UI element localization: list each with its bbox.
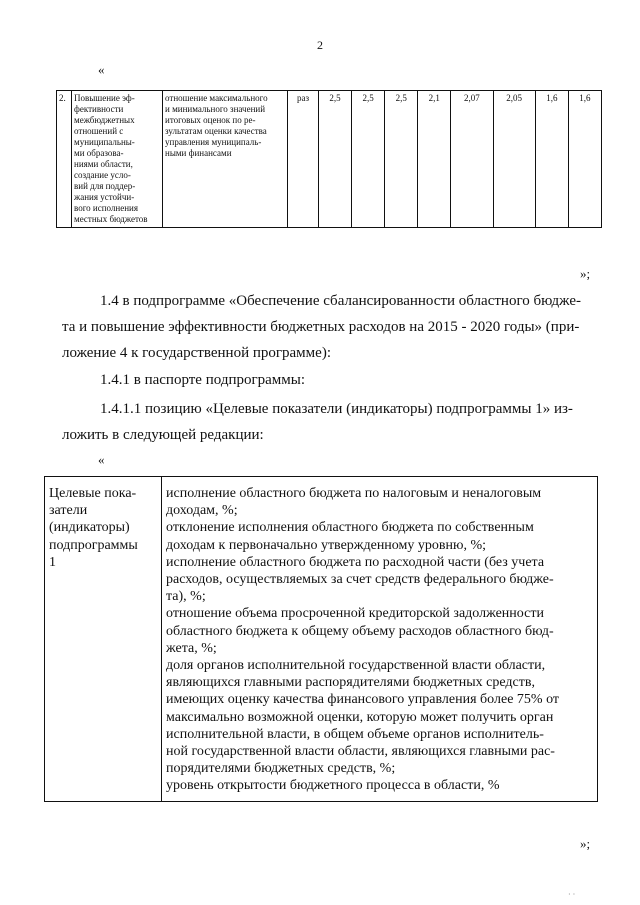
name-line: жания устойчи- xyxy=(74,192,135,202)
indicator-description-cell xyxy=(163,91,288,228)
table-row xyxy=(57,91,602,228)
description-line: и минимального значений xyxy=(165,104,266,114)
value-cell: 2,05 xyxy=(493,91,535,228)
content-line: уровень открытости бюджетного процесса в области, % xyxy=(166,778,500,794)
name-line: создание усло- xyxy=(74,170,131,180)
table-row xyxy=(45,477,598,802)
content-line: та), %; xyxy=(166,589,206,605)
content-line: исполнение областного бюджета по расходной части (без учета xyxy=(166,554,545,570)
description-line: отношение максимального xyxy=(165,93,268,103)
name-line: вий для поддер- xyxy=(74,181,136,191)
indicator-name-cell xyxy=(72,91,163,228)
paragraph-1-4-1-1 xyxy=(62,396,598,448)
content-line: имеющих оценку качества финансового управления более 75% от xyxy=(166,692,560,708)
description-line: управления муниципаль- xyxy=(165,137,262,147)
label-line: подпрограммы xyxy=(49,537,138,553)
indicator-table xyxy=(56,90,602,228)
content-line: ной государственной власти области, являющихся главными рас- xyxy=(166,744,555,760)
target-indicators-table xyxy=(44,476,598,802)
name-line: Повышение эф- xyxy=(74,93,135,103)
label-line: (индикаторы) xyxy=(49,520,130,536)
content-line: доходам к первоначально утвержденному уровню, %; xyxy=(166,537,487,553)
value-cell: 1,6 xyxy=(535,91,568,228)
content-line: порядителями бюджетных средств, %; xyxy=(166,761,396,777)
content-line: отклонение исполнения областного бюджета по собственным xyxy=(166,520,534,536)
label-line: 1 xyxy=(49,554,56,570)
value-cell: 2,07 xyxy=(451,91,493,228)
name-line: межбюджетных xyxy=(74,115,135,125)
name-line: ниями области, xyxy=(74,159,133,169)
content-line: исполнение областного бюджета по налоговым и неналоговым xyxy=(166,486,542,501)
paragraph-line: ложить в следующей редакции: xyxy=(62,427,264,443)
name-line: муниципальны- xyxy=(74,137,135,147)
closing-quote-2: »; xyxy=(580,836,591,851)
name-line: отношений с xyxy=(74,126,124,136)
content-line: доходам, %; xyxy=(166,503,238,519)
paragraph-line: 1.4 в подпрограмме «Обеспечение сбалансированности областного бюдже- xyxy=(100,293,581,309)
name-line: вого исполнения xyxy=(74,203,138,213)
paragraph-line: ложение 4 к государственной программе): xyxy=(62,345,331,361)
content-line: являющихся главными распорядителями бюджетных средств, xyxy=(166,675,535,691)
opening-quote-1: « xyxy=(98,62,105,77)
opening-quote-2: « xyxy=(98,452,105,467)
content-cell xyxy=(162,477,598,802)
content-line: отношение объема просроченной кредиторской задолженности xyxy=(166,606,544,622)
label-line: Целевые пока- xyxy=(49,486,137,501)
closing-quote-1: »; xyxy=(580,266,591,281)
content-line: областного бюджета к общему объему расходов областного бюд- xyxy=(166,623,554,639)
description-line: ными финансами xyxy=(165,148,232,158)
value-cell: 2,1 xyxy=(418,91,451,228)
label-cell xyxy=(45,477,162,802)
content-line: исполнительной власти, в общем объеме органов исполнитель- xyxy=(166,726,544,742)
name-line: фективности xyxy=(74,104,124,114)
paragraph-1-4-1: 1.4.1 в паспорте подпрограммы: xyxy=(100,372,306,388)
label-line: затели xyxy=(49,503,88,519)
content-line: жета, %; xyxy=(166,640,217,656)
content-line: расходов, осуществляемых за счет средств федерального бюдже- xyxy=(166,572,554,588)
paragraph-line: та и повышение эффективности бюджетных расходов на 2015 - 2020 годы» (при- xyxy=(62,319,580,335)
name-line: ми образова- xyxy=(74,148,124,158)
value-cell: 1,6 xyxy=(568,91,601,228)
description-line: итоговых оценок по ре- xyxy=(165,115,256,125)
name-line: местных бюджетов xyxy=(74,214,148,224)
unit-cell: раз xyxy=(288,91,319,228)
content-line: максимально возможной оценки, которую может получить орган xyxy=(166,709,554,725)
page-number: 2 xyxy=(317,38,323,52)
paragraph-line: 1.4.1.1 позицию «Целевые показатели (индикаторы) подпрограммы 1» из- xyxy=(100,401,573,417)
footer-mark: · · xyxy=(568,890,576,899)
description-line: зультатам оценки качества xyxy=(165,126,267,136)
content-line: доля органов исполнительной государственной власти области, xyxy=(166,658,546,674)
row-number-cell: 2. xyxy=(57,91,72,228)
value-cell: 2,5 xyxy=(352,91,385,228)
value-cell: 2,5 xyxy=(319,91,352,228)
value-cell: 2,5 xyxy=(385,91,418,228)
paragraph-1-4 xyxy=(62,288,598,366)
